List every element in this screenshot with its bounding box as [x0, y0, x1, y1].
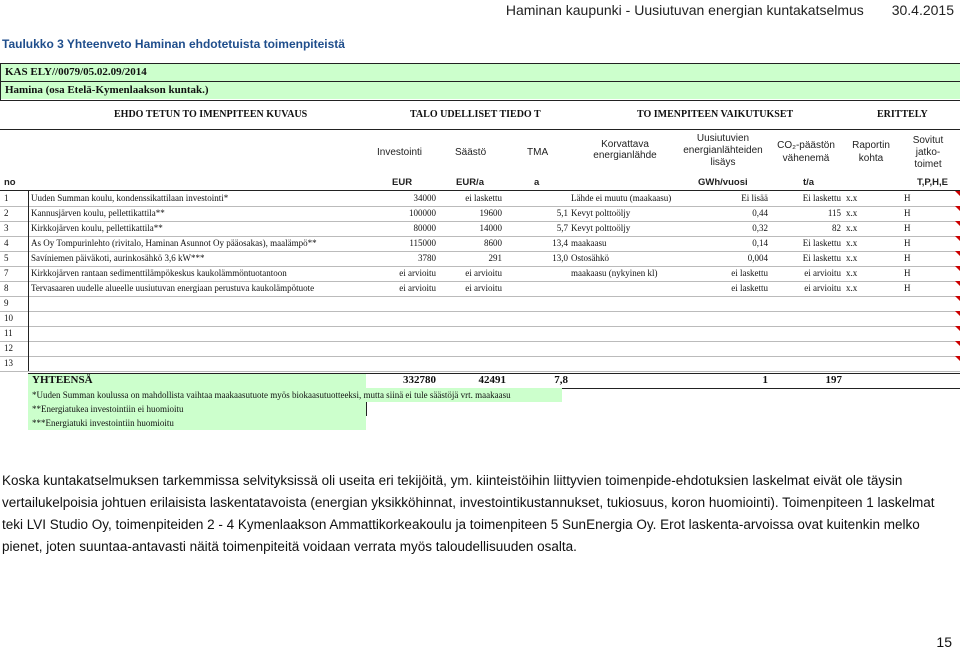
note-1: *Uuden Summan koulussa on mahdollista vaihtaa maakaasutuote myös biokaasutuotteeksi, mutta siinä ei tule säästöjä vrt. maakaasu — [28, 388, 562, 402]
ref-line-2: Hamina (osa Etelä-Kymenlaakson kuntak.) — [1, 81, 960, 99]
col-investointi: Investointi — [377, 147, 423, 158]
group-header-row — [0, 100, 960, 130]
cell-desc: As Oy Tompurinlehto (rivitalo, Haminan Asunnot Oy pääosakas), maalämpö** — [31, 238, 317, 248]
totals-investointi: 332780 — [403, 374, 436, 386]
table-row — [0, 206, 960, 222]
totals-co2: 197 — [825, 374, 842, 386]
comment-marker — [955, 341, 960, 346]
col-co2: CO₂-päästön vähenemä — [777, 140, 835, 164]
cell-rap: x.x — [846, 208, 858, 218]
table-row — [0, 356, 960, 372]
row-divider — [28, 191, 29, 371]
cell-desc: Kirkkojärven koulu, pellettikattila** — [31, 223, 163, 233]
cell-no: 10 — [4, 313, 13, 323]
comment-marker — [955, 356, 960, 361]
totals-saasto: 42491 — [478, 374, 506, 386]
cell-korv: maakaasu (nykyinen kl) — [571, 268, 658, 278]
cell-uus: ei laskettu — [731, 283, 768, 293]
cell-uus: 0,44 — [752, 208, 768, 218]
cell-rap: x.x — [846, 253, 858, 263]
cell-uus: Ei lisää — [741, 193, 768, 203]
ref-line-1: KAS ELY//0079/05.02.09/2014 — [1, 64, 960, 81]
table-row — [0, 341, 960, 357]
cell-inv: 115000 — [409, 238, 436, 248]
cell-desc: Tervasaaren uudelle alueelle uusiutuvan energiaan perustuva kaukolämpötuote — [31, 283, 315, 293]
totals-tma: 7,8 — [554, 374, 568, 386]
cell-uus: ei laskettu — [731, 268, 768, 278]
table-row — [0, 251, 960, 267]
group-taloudelliset: TALO UDELLISET TIEDO T — [410, 109, 541, 120]
table-row — [0, 236, 960, 252]
cell-no: 4 — [4, 238, 9, 248]
table-row — [0, 281, 960, 297]
cell-saasto: 14000 — [479, 223, 502, 233]
totals-label: YHTEENSÄ — [32, 374, 93, 386]
cell-uus: 0,14 — [752, 238, 768, 248]
unit-eur: EUR — [392, 177, 413, 188]
table-row — [0, 191, 960, 207]
cell-saasto: ei arvioitu — [465, 268, 502, 278]
cell-inv: 100000 — [409, 208, 436, 218]
cell-co2: ei arvioitu — [804, 268, 841, 278]
cell-co2: ei arvioitu — [804, 283, 841, 293]
cell-no: 1 — [4, 193, 9, 203]
comment-marker — [955, 296, 960, 301]
table-caption: Taulukko 3 Yhteenveto Haminan ehdotetuista toimenpiteistä — [2, 37, 345, 51]
cell-no: 5 — [4, 253, 9, 263]
group-erittely: ERITTELY — [877, 109, 928, 120]
cell-saasto: 8600 — [484, 238, 502, 248]
col-korvattava: Korvattava energianlähde — [593, 139, 657, 161]
group-vaikutukset: TO IMENPITEEN VAIKUTUKSET — [637, 109, 794, 120]
table-row — [0, 326, 960, 342]
cell-desc: Uuden Summan koulu, kondenssikattilaan investointi* — [31, 193, 229, 203]
cell-no: 7 — [4, 268, 9, 278]
note-3: ***Energiatuki investointiin huomioitu — [28, 416, 366, 430]
unit-no: no — [4, 177, 16, 188]
cell-saasto: ei arvioitu — [465, 283, 502, 293]
unit-eura: EUR/a — [456, 177, 484, 188]
totals-uusiutuvien: 1 — [762, 374, 768, 386]
cell-no: 8 — [4, 283, 9, 293]
comment-marker — [955, 326, 960, 331]
cell-korv: maakaasu — [571, 238, 607, 248]
notes-block — [28, 388, 562, 430]
cell-no: 12 — [4, 343, 13, 353]
cell-no: 9 — [4, 298, 9, 308]
cell-no: 3 — [4, 223, 9, 233]
cell-sov: H — [904, 283, 911, 293]
cell-sov: H — [904, 223, 911, 233]
comment-marker — [955, 221, 960, 226]
cell-co2: Ei laskettu — [802, 253, 841, 263]
table-row — [0, 221, 960, 237]
body-paragraph: Koska kuntakatselmuksen tarkemmissa selvityksissä oli useita eri tekijöitä, ym. kiinteistöihin liittyvien toimenpide-ehdotuksien laskelmat eivät ole täysin vertailukelpoisia johtuen erilaisista laskentatavoista (energian yksikköhinnat, investointikustannukset, tukiosuus, koron huomiointi). Toimenpiteen 1 laskelmat teki LVI Studio Oy, toimenpiteiden 2 - 4 Kymenlaakson Ammattikorkeakoulu ja toimenpiteen 5 SunEnergia Oy. Erot laskenta-arvoissa ovat kuitenkin melko pienet, joten suuntaa-antavasti näitä toimenpiteitä voidaan verrata myös taloudellisuuden osalta. — [2, 473, 935, 554]
cell-saasto: 291 — [488, 253, 502, 263]
comment-marker — [955, 251, 960, 256]
cell-desc: Savíniemen päiväkoti, aurinkosähkö 3,6 kW*** — [31, 253, 205, 263]
cell-sov: H — [904, 268, 911, 278]
totals-row — [28, 373, 960, 389]
cell-co2: 82 — [832, 223, 841, 233]
unit-a: a — [534, 177, 540, 188]
comment-marker — [955, 191, 960, 196]
col-saasto: Säästö — [455, 147, 487, 158]
units-row — [0, 176, 960, 191]
cell-desc: Kirkkojärven rantaan sedimenttilämpökeskus kaukolämmöntuotantoon — [31, 268, 287, 278]
comment-marker — [955, 266, 960, 271]
cell-no: 2 — [4, 208, 9, 218]
unit-tphe: T,P,H,E — [917, 177, 948, 188]
page-header — [482, 2, 954, 18]
cell-no: 11 — [4, 328, 13, 338]
comment-marker — [955, 206, 960, 211]
cell-korv: Ostosähkö — [571, 253, 609, 263]
table-row — [0, 311, 960, 327]
cell-uus: 0,32 — [752, 223, 768, 233]
cell-tma: 5,1 — [556, 208, 568, 218]
cell-sov: H — [904, 253, 911, 263]
table-row — [0, 266, 960, 282]
cell-rap: x.x — [846, 268, 858, 278]
cell-co2: Ei laskettu — [802, 193, 841, 203]
col-uusiutuvien: Uusiutuvien energianlähteiden lisäys — [683, 133, 763, 168]
table-row — [0, 296, 960, 312]
comment-marker — [955, 281, 960, 286]
cell-tma: 5,7 — [556, 223, 568, 233]
cell-rap: x.x — [846, 193, 858, 203]
cell-no: 13 — [4, 358, 13, 368]
col-sovitut: Sovitut jatko-toimet — [912, 135, 944, 170]
cell-korv: Kevyt polttoöljy — [571, 223, 631, 233]
group-kuvaus: EHDO TETUN TO IMENPITEEN KUVAUS — [114, 109, 308, 120]
unit-gwh: GWh/vuosi — [698, 177, 748, 188]
comment-marker — [955, 236, 960, 241]
page-number: 15 — [936, 634, 952, 650]
col-tma: TMA — [527, 147, 549, 158]
cell-inv: ei arvioitu — [399, 283, 436, 293]
unit-ta: t/a — [803, 177, 815, 188]
header-title: Haminan kaupunki - Uusiutuvan energian kuntakatselmus — [505, 2, 864, 18]
cell-rap: x.x — [846, 223, 858, 233]
cell-uus: 0,004 — [747, 253, 768, 263]
cell-inv: 80000 — [413, 223, 436, 233]
cell-desc: Kannusjärven koulu, pellettikattila** — [31, 208, 165, 218]
cell-rap: x.x — [846, 238, 858, 248]
cell-inv: 3780 — [418, 253, 436, 263]
cell-korv: Lähde ei muutu (maakaasu) — [571, 193, 672, 203]
cell-saasto: ei laskettu — [465, 193, 502, 203]
cell-sov: H — [904, 238, 911, 248]
header-date: 30.4.2015 — [891, 2, 954, 18]
note-2: **Energiatukea investointiin ei huomioitu — [28, 402, 367, 416]
cell-tma: 13,4 — [552, 238, 568, 248]
cell-inv: ei arvioitu — [399, 268, 436, 278]
cell-inv: 34000 — [413, 193, 436, 203]
col-raportin: Raportin kohta — [852, 140, 890, 164]
cell-rap: x.x — [846, 283, 858, 293]
cell-korv: Kevyt polttoöljy — [571, 208, 631, 218]
cell-sov: H — [904, 193, 911, 203]
cell-sov: H — [904, 208, 911, 218]
reference-block — [0, 63, 960, 101]
cell-tma: 13,0 — [552, 253, 568, 263]
comment-marker — [955, 311, 960, 316]
cell-co2: Ei laskettu — [802, 238, 841, 248]
cell-saasto: 19600 — [479, 208, 502, 218]
column-header-row — [0, 129, 960, 176]
cell-co2: 115 — [827, 208, 841, 218]
